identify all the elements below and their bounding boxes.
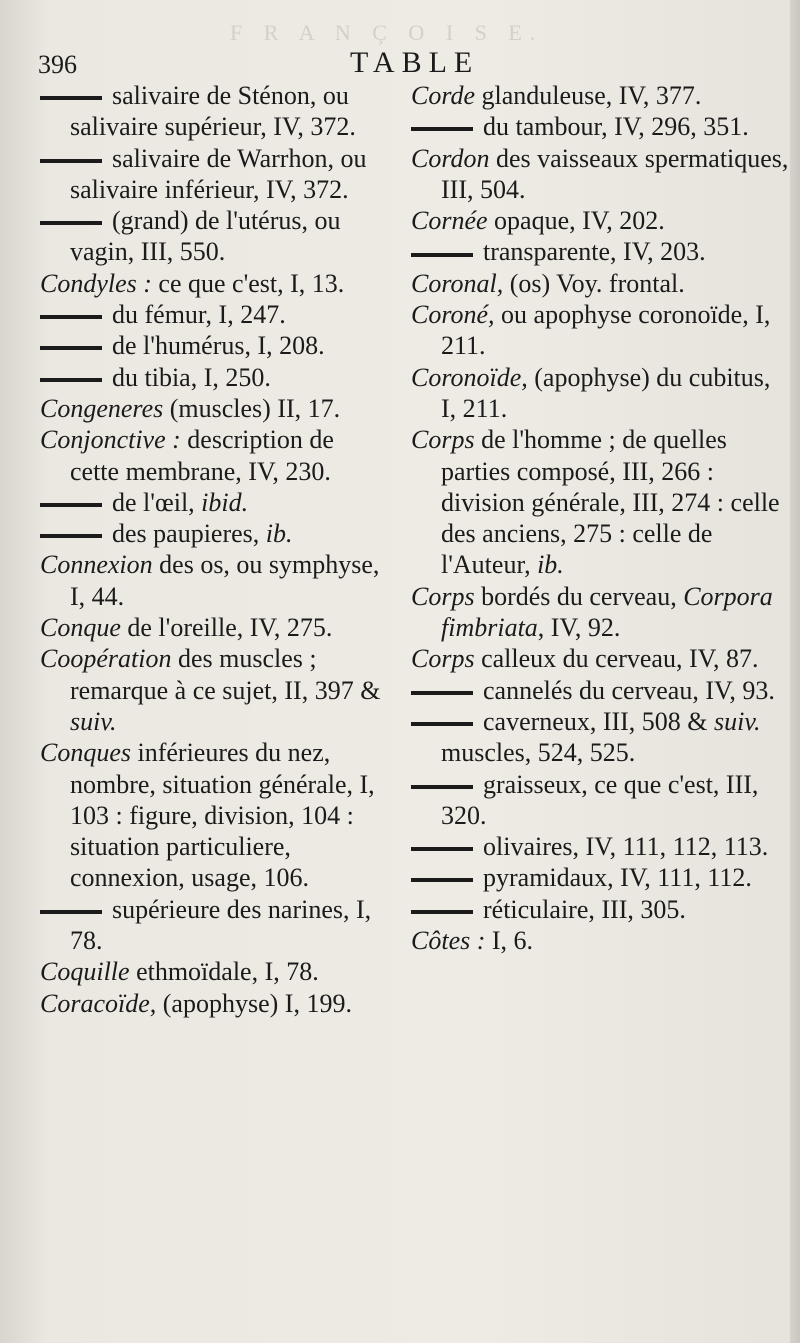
running-head: TABLE xyxy=(350,46,480,79)
index-entry xyxy=(411,143,791,206)
entry-headword: Conque xyxy=(40,613,121,643)
entry-headword: Cornée xyxy=(411,206,488,236)
entry-text: cannelés du cerveau, IV, 93. xyxy=(483,675,775,705)
entry-text: calleux du cerveau, IV, 87. xyxy=(481,644,759,674)
entry-headword: Congeneres xyxy=(40,393,164,423)
entry-headword: Connexion xyxy=(40,550,153,580)
entry-italic-ref: Corpora fimbriata xyxy=(441,581,773,643)
entry-italic-ref: ibid. xyxy=(201,487,249,517)
index-entry xyxy=(411,894,791,925)
ditto-dash xyxy=(40,221,102,225)
entry-text: I, 6. xyxy=(491,926,534,956)
ditto-dash xyxy=(40,159,102,163)
index-column-left xyxy=(40,80,384,1019)
entry-headword: Conques xyxy=(40,738,131,768)
index-entry xyxy=(40,330,384,361)
entry-text: opaque, IV, 202. xyxy=(494,206,665,236)
index-entry xyxy=(411,925,791,956)
index-entry xyxy=(40,80,384,143)
entry-text: inférieures du nez, nombre, situation générale, I, 103 : figure, division, 104 : situation particuliere, connexion, usage, 106. xyxy=(70,738,375,893)
index-entry xyxy=(40,143,384,206)
index-entry xyxy=(411,424,791,580)
index-entry xyxy=(40,424,384,487)
entry-text: du fémur, I, 247. xyxy=(112,300,286,330)
entry-headword: Coronoïde, xyxy=(411,362,528,392)
entry-text: des os, ou symphyse, I, 44. xyxy=(70,550,380,611)
index-entry xyxy=(411,831,791,862)
entry-italic-ref: suiv. xyxy=(714,706,761,736)
entry-text: glanduleuse, IV, 377. xyxy=(481,81,702,110)
entry-headword: Coronal, xyxy=(411,268,504,298)
index-entry xyxy=(411,581,791,644)
entry-text: des vaisseaux spermatiques, III, 504. xyxy=(441,143,789,204)
entry-text: ethmoïdale, I, 78. xyxy=(136,957,319,987)
ditto-dash xyxy=(411,878,473,882)
entry-headword: Coracoïde, xyxy=(40,988,157,1018)
index-entry xyxy=(40,894,384,957)
entry-text-continued: , IV, 92. xyxy=(537,613,621,643)
index-entry xyxy=(40,956,384,987)
index-entry xyxy=(40,268,384,299)
show-through-text: F R A N Ç O I S E. xyxy=(230,20,544,45)
entry-text: description de cette membrane, IV, 230. xyxy=(70,425,334,486)
entry-text: graisseux, ce que c'est, III, 320. xyxy=(441,769,759,830)
index-entry xyxy=(411,111,791,142)
index-entry xyxy=(40,643,384,737)
entry-text: de l'homme ; de quelles parties composé, III, 266 : division générale, III, 274 : celle des anciens, 275 : celle de l'Auteur, xyxy=(441,425,780,580)
index-entry xyxy=(40,205,384,268)
page-number: 396 xyxy=(38,50,77,79)
index-entry xyxy=(40,737,384,893)
ditto-dash xyxy=(40,315,102,319)
entry-text: de l'oreille, IV, 275. xyxy=(127,613,333,643)
entry-headword: Corps xyxy=(411,581,475,611)
index-entry xyxy=(40,299,384,330)
entry-headword: Corps xyxy=(411,644,475,674)
entry-text: des paupieres, xyxy=(112,519,266,549)
entry-headword: Conjonctive : xyxy=(40,425,181,455)
ditto-dash xyxy=(411,253,473,257)
entry-text: (apophyse) I, 199. xyxy=(162,988,352,1018)
ditto-dash xyxy=(411,127,473,131)
entry-text: pyramidaux, IV, 111, 112. xyxy=(483,863,752,893)
ditto-dash xyxy=(40,910,102,914)
entry-text: réticulaire, III, 305. xyxy=(483,894,686,924)
entry-text: de l'humérus, I, 208. xyxy=(112,331,325,361)
ditto-dash xyxy=(40,346,102,350)
ditto-dash xyxy=(411,785,473,789)
entry-text: salivaire de Sténon, ou salivaire supérieur, IV, 372. xyxy=(70,81,356,142)
entry-text: bordés du cerveau, xyxy=(481,581,684,611)
index-entry xyxy=(40,518,384,549)
ditto-dash xyxy=(411,691,473,695)
entry-text-continued: muscles, 524, 525. xyxy=(441,738,636,768)
index-entry xyxy=(40,988,384,1019)
entry-text: ce que c'est, I, 13. xyxy=(158,268,345,298)
entry-italic-ref: ib. xyxy=(265,519,293,549)
entry-text: du tambour, IV, 296, 351. xyxy=(483,112,749,142)
index-entry xyxy=(40,362,384,393)
index-entry xyxy=(411,80,791,111)
ditto-dash xyxy=(40,96,102,100)
index-entry xyxy=(411,236,791,267)
page-edge xyxy=(790,0,800,1343)
ditto-dash xyxy=(411,910,473,914)
entry-headword: Coroné, xyxy=(411,300,495,330)
index-entry xyxy=(411,706,791,769)
entry-headword: Corde xyxy=(411,81,476,110)
entry-italic-ref: suiv. xyxy=(70,706,117,736)
entry-headword: Coquille xyxy=(40,957,130,987)
ditto-dash xyxy=(40,378,102,382)
entry-text: salivaire de Warrhon, ou salivaire inférieur, IV, 372. xyxy=(70,143,367,204)
ditto-dash xyxy=(411,722,473,726)
ditto-dash xyxy=(411,847,473,851)
index-entry xyxy=(411,268,791,299)
entry-text: (apophyse) du cubitus, I, 211. xyxy=(441,362,771,423)
entry-text: des muscles ; remarque à ce sujet, II, 397 & xyxy=(70,644,381,705)
index-entry xyxy=(411,643,791,674)
entry-headword: Côtes : xyxy=(411,926,486,956)
index-entry xyxy=(411,675,791,706)
index-entry xyxy=(40,393,384,424)
index-entry xyxy=(411,362,791,425)
entry-text: olivaires, IV, 111, 112, 113. xyxy=(483,832,769,862)
page-header xyxy=(30,44,780,80)
index-entry xyxy=(40,549,384,612)
index-entry xyxy=(411,769,791,832)
entry-italic-ref: ib. xyxy=(537,550,564,580)
entry-text: (muscles) II, 17. xyxy=(169,393,341,423)
ditto-dash xyxy=(40,534,102,538)
ditto-dash xyxy=(40,503,102,507)
entry-text: ou apophyse coronoïde, I, 211. xyxy=(441,300,771,361)
index-entry xyxy=(40,612,384,643)
entry-text: (grand) de l'utérus, ou vagin, III, 550. xyxy=(70,206,341,267)
entry-text: de l'œil, xyxy=(112,487,202,517)
entry-text: caverneux, III, 508 & xyxy=(483,706,715,736)
index-entry xyxy=(411,862,791,893)
index-entry xyxy=(411,299,791,362)
entry-text: du tibia, I, 250. xyxy=(112,362,271,392)
entry-text: supérieure des narines, I, 78. xyxy=(70,894,372,956)
entry-headword: Coopération xyxy=(40,644,172,674)
index-entry xyxy=(40,487,384,518)
entry-text: transparente, IV, 203. xyxy=(483,237,706,267)
index-entry xyxy=(411,205,791,236)
entry-text: (os) Voy. frontal. xyxy=(509,268,685,298)
index-column-right xyxy=(411,80,791,956)
entry-headword: Corps xyxy=(411,425,475,455)
entry-headword: Cordon xyxy=(411,143,490,173)
entry-headword: Condyles : xyxy=(40,268,152,298)
